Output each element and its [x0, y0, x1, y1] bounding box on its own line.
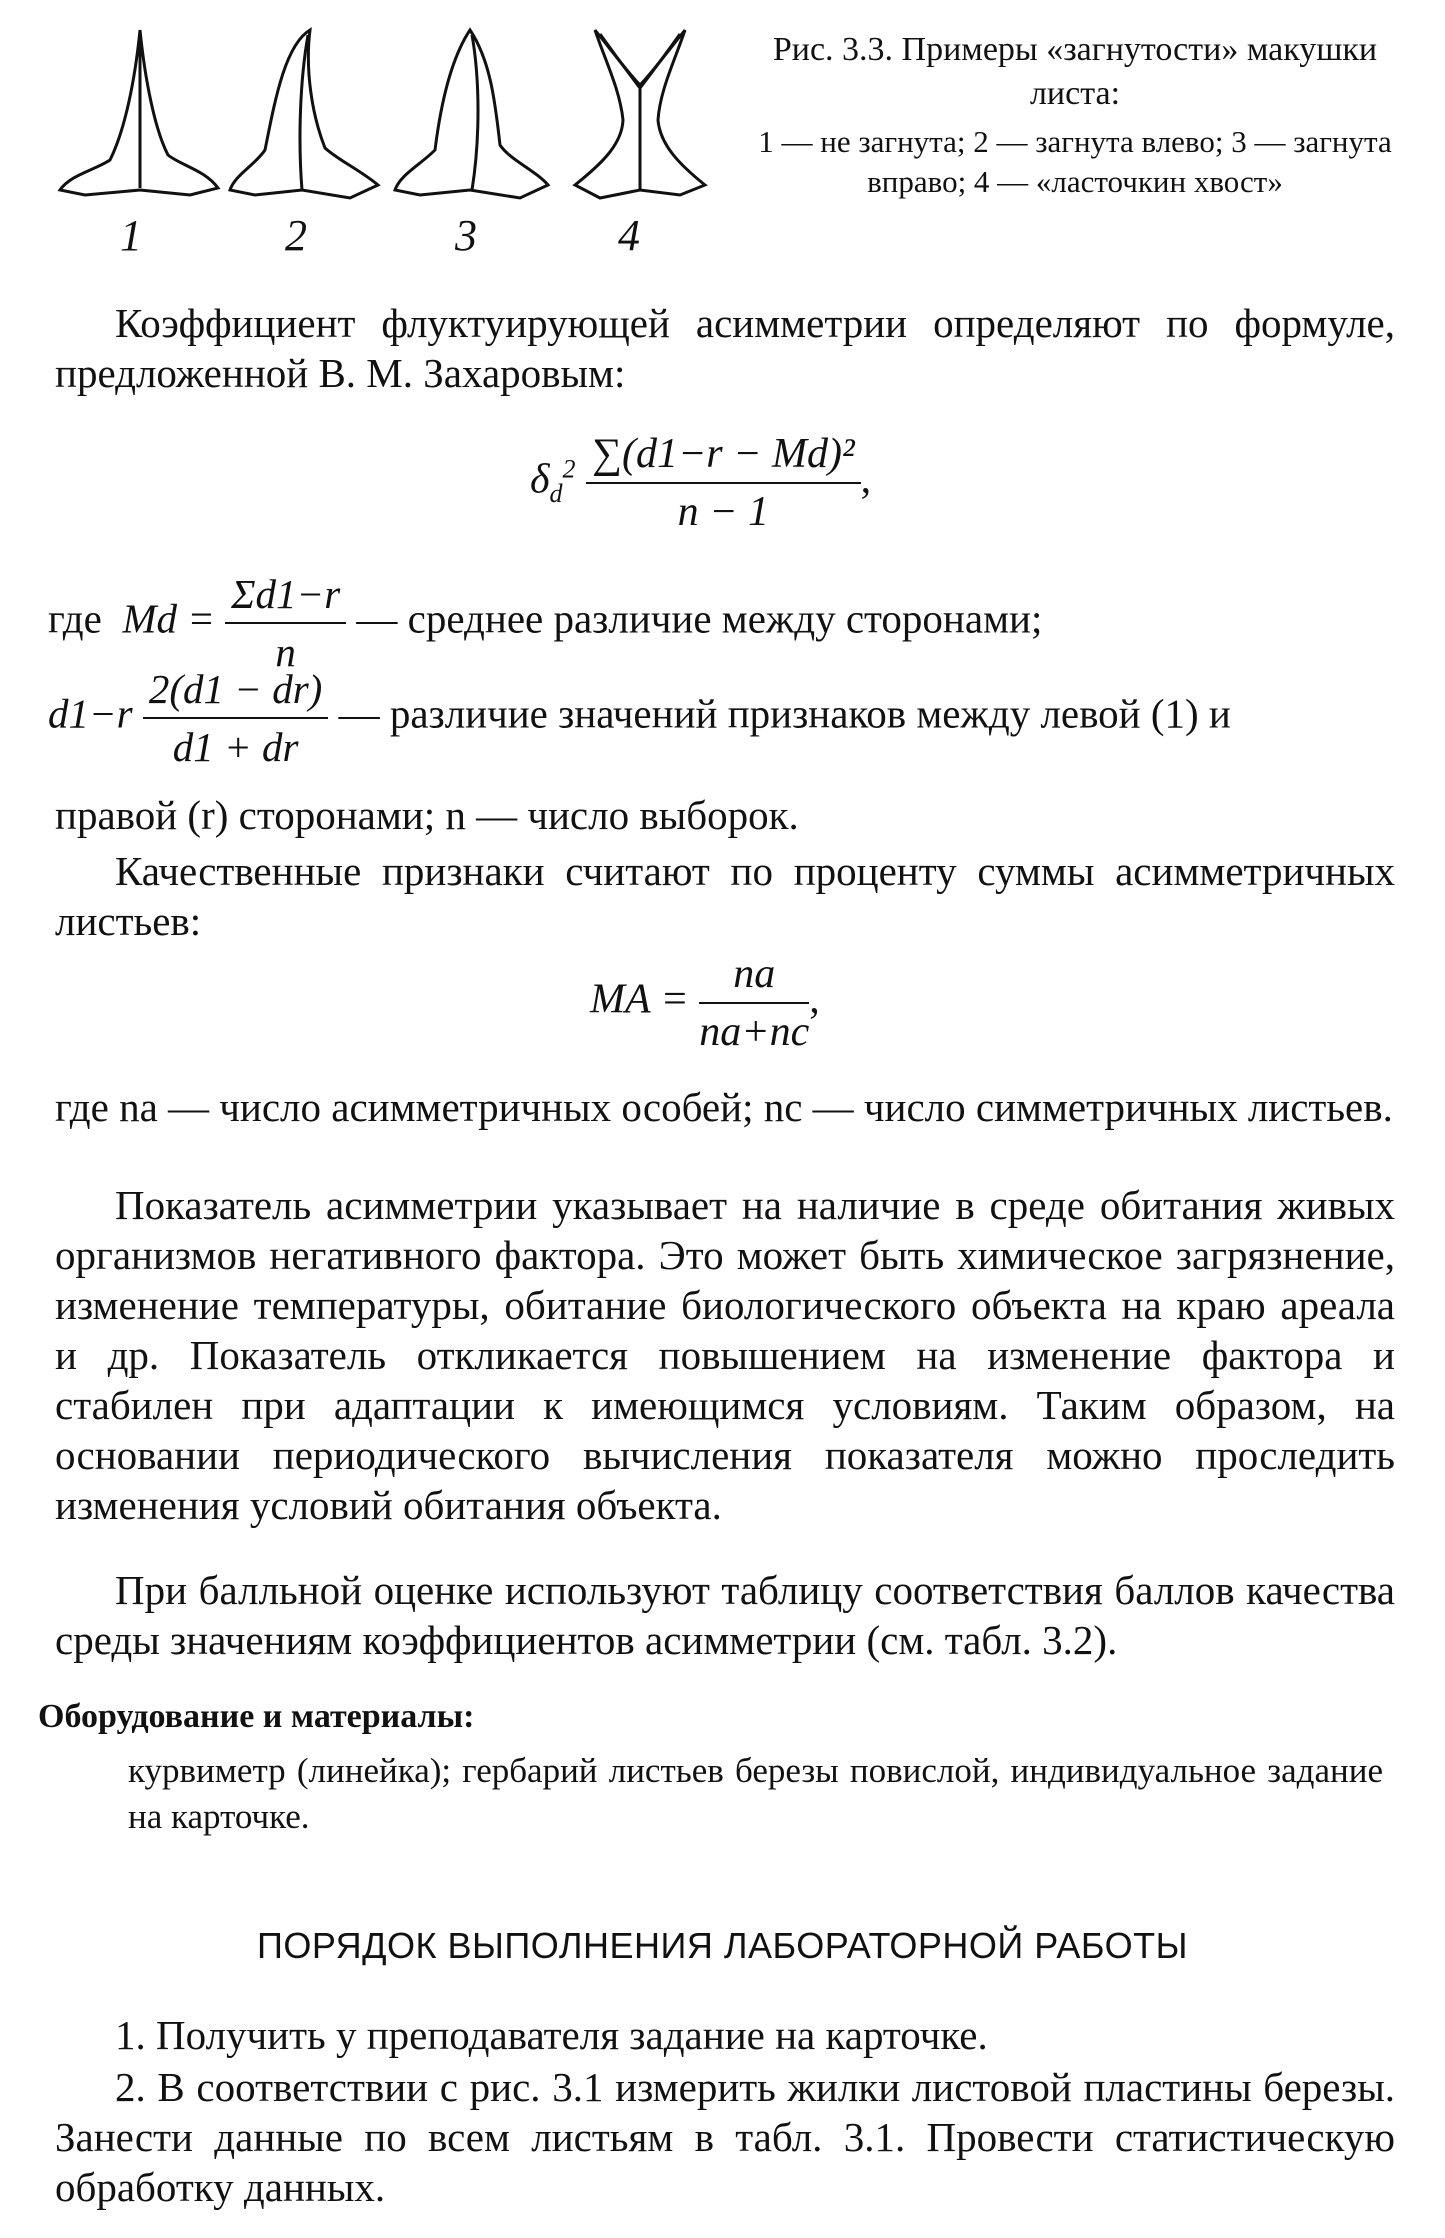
formula2-trail: , [809, 976, 820, 1023]
leaf-label-2: 2 [285, 211, 307, 260]
figure-caption-body: 1 — не загнута; 2 — загнута влево; 3 — загнута вправо; 4 — «ласточкин хвост» [758, 124, 1392, 199]
leaf-label-4: 4 [618, 211, 640, 260]
d1r-denominator: d1 + dr [172, 724, 299, 770]
md-fraction [225, 570, 346, 676]
md-description: — среднее различие между сторонами; [356, 595, 1043, 642]
d1r-label: d1−r [48, 690, 133, 737]
formula2-denominator: na+nc [699, 1009, 810, 1055]
formula2-lhs: MA = [590, 976, 689, 1023]
d1r-numerator: 2(d1 − dr) [143, 665, 328, 719]
where-prefix: где [48, 595, 102, 642]
paragraph-where-na: где na — число асимметричных особей; nc — число симметричных листьев. [55, 1084, 1393, 1130]
d1r-description: — различие значений признаков между левой (1) и [338, 690, 1231, 737]
formula1-fraction [586, 430, 861, 536]
figure-caption-title: Рис. 3.3. Примеры «загнутости» макушки листа: [772, 31, 1378, 112]
paragraph-intro: Коэффициент флуктуирующей асимметрии определяют по формуле, предложенной В. М. Захаровым: [55, 300, 1395, 396]
formula1-denominator: n − 1 [677, 489, 769, 535]
d1r-fraction [143, 665, 328, 771]
leaf-label-3: 3 [455, 211, 477, 260]
line-right-side: правой (r) сторонами; n — число выборок. [55, 792, 799, 838]
figure-caption [750, 28, 1400, 202]
step-1: 1. Получить у преподавателя задание на карточке. [115, 2012, 988, 2058]
leaf-tip-bent-right [395, 30, 548, 198]
paragraph-qualitative: Качественные признаки считают по проценту суммы асимметричных листьев: [55, 848, 1395, 944]
leaf-label-1: 1 [120, 211, 142, 260]
md-numerator: Σd1−r [225, 570, 346, 624]
leaf-figure [40, 20, 720, 220]
formula1-lhs: δ [530, 456, 550, 503]
formula1-numerator: ∑(d1−r − Md)² [586, 430, 861, 484]
paragraph-asymmetry-indicator: Показатель асимметрии указывает на наличие в среде обитания живых организмов негативного фактора. Это может быть химическое загрязнение, изменение температуры, обитание биологического объекта на краю ареала и др. Показатель откликается повышением на изменение фактора и стабилен при адаптации к имеющимся условиям. Таким образом, на основании периодического вычисления показателя можно проследить изменения условий обитания объекта. [55, 1182, 1395, 1528]
formula2-numerator: na [699, 950, 809, 1004]
paragraph-scoring: При балльной оценке используют таблицу соответствия баллов качества среды значениям коэффициентов асимметрии (см. табл. 3.2). [55, 1567, 1395, 1663]
definition-md [48, 570, 1042, 676]
formula1-trail: , [860, 456, 872, 503]
md-denominator: n [275, 629, 296, 675]
md-label: Md = [122, 595, 215, 642]
definition-d1r [48, 665, 1231, 771]
formula2-fraction [699, 950, 809, 1056]
formula-fluctuating-asymmetry [530, 430, 871, 536]
formula1-lhs-sup: 2 [562, 454, 576, 484]
equipment-label: Оборудование и материалы: [38, 1698, 475, 1735]
formula-ma [590, 950, 820, 1056]
section-heading: ПОРЯДОК ВЫПОЛНЕНИЯ ЛАБОРАТОРНОЙ РАБОТЫ [257, 1925, 1188, 1966]
formula1-lhs-sub: d [549, 479, 563, 509]
equipment-text: курвиметр (линейка); гербарий листьев березы повислой, индивидуальное задание на карточке. [128, 1751, 1383, 1836]
step-2: 2. В соответствии с рис. 3.1 измерить жилки листовой пластины березы. Занести данные по всем листьям в табл. 3.1. Провести статистическую обработку данных. [55, 2064, 1395, 2210]
